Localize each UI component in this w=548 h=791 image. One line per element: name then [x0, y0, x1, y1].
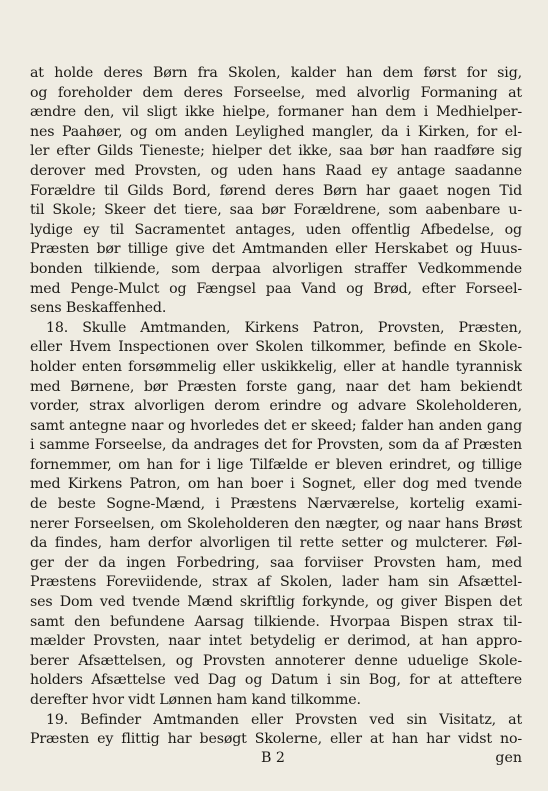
- text-line: med Børnene, bør Præsten forste gang, naar det ham bekiendt: [30, 378, 522, 395]
- page-footer: [30, 750, 522, 770]
- text-line: sens Beskaffenhed.: [30, 300, 167, 317]
- text-line: holder enten forsømmelig eller uskikkelig, eller at handle tyrannisk: [30, 358, 522, 375]
- text-line: nerer Forseelsen, om Skoleholderen den nægter, og naar hans Brøst: [30, 515, 522, 532]
- text-line: og foreholder dem deres Forseelse, med alvorlig Formaning at: [30, 84, 522, 101]
- text-line: bonden tilkiende, som derpaa alvorligen straffer Vedkommende: [30, 260, 522, 277]
- text-line: fornemmer, om han for i lige Tilfælde er bleven erindret, og tillige: [30, 456, 522, 473]
- text-line: nes Paahøer, og om anden Leylighed mangler, da i Kirken, for el-: [30, 123, 522, 140]
- text-line: ger der da ingen Forbedring, saa forviiser Provsten ham, med: [30, 554, 522, 571]
- text-line: i samme Forseelse, da andrages det for Provsten, som da af Præsten: [30, 437, 522, 454]
- text-line: ændre den, vil sligt ikke hielpe, formaner han dem i Medhielper-: [30, 104, 522, 121]
- text-line: derefter hvor vidt Lønnen ham kand tilkomme.: [30, 692, 361, 708]
- text-line: eller Hvem Inspectionen over Skolen tilkommer, befinde en Skole-: [30, 339, 522, 356]
- text-line: Præsten ey flittig har besøgt Skolerne, eller at han har vidst no-: [30, 731, 522, 748]
- text-line: Præsten bør tillige give det Amtmanden eller Herskabet og Huus-: [30, 241, 522, 258]
- text-line: berer Afsættelsen, og Provsten annoterer denne uduelige Skole-: [30, 652, 522, 669]
- text-line: til Skole; Skeer det tiere, saa bør Forældrene, som aabenbare u-: [30, 202, 522, 219]
- text-line: med Penge-Mulct og Fængsel paa Vand og Brød, efter Forseel-: [30, 280, 522, 297]
- text-line: Forældre til Gilds Bord, førend deres Børn har gaaet nogen Tid: [30, 182, 522, 199]
- text-line: at holde deres Børn fra Skolen, kalder han dem først for sig,: [30, 65, 522, 81]
- paragraph-18-start: 18. Skulle Amtmanden, Kirkens Patron, Provsten, Præsten,: [46, 319, 522, 336]
- text-line: samt antegne naar og hvorledes det er skeed; falder han anden gang: [30, 417, 522, 434]
- text-line: vorder, strax alvorligen derom erindre og advare Skoleholderen,: [30, 398, 522, 415]
- text-line: da findes, ham derfor alvorligen til rette setter og mulcterer. Føl-: [30, 535, 522, 552]
- text-line: derover med Provsten, og uden hans Raad ey antage saadanne: [30, 162, 522, 179]
- signature-mark: B 2: [261, 749, 285, 766]
- text-line: mælder Provsten, naar intet betydelig er derimod, at han appro-: [30, 633, 522, 650]
- text-line: med Kirkens Patron, om han boer i Sognet, eller dog med tvende: [30, 476, 522, 493]
- text-line: Præstens Foreviidende, strax af Skolen, lader ham sin Afsættel-: [30, 574, 522, 591]
- text-line: lydige ey til Sacramentet antages, uden offentlig Afbedelse, og: [30, 221, 522, 238]
- text-line: ses Dom ved tvende Mænd skriftlig forkynde, og giver Bispen det: [30, 594, 522, 611]
- catchword: gen: [495, 749, 522, 766]
- text-line: de beste Sogne-Mænd, i Præstens Nærværelse, kortelig exami-: [30, 496, 522, 513]
- text-line: ler efter Gilds Tieneste; hielper det ikke, saa bør han raadføre sig: [30, 143, 522, 160]
- text-line: samt den befundene Aarsag tilkiende. Hvorpaa Bispen strax til-: [30, 613, 522, 630]
- body-text: [30, 64, 522, 750]
- paragraph-19-start: 19. Befinder Amtmanden eller Provsten ved sin Visitatz, at: [46, 711, 522, 728]
- text-line: holders Afsættelse ved Dag og Datum i sin Bog, for at atteftere: [30, 672, 522, 689]
